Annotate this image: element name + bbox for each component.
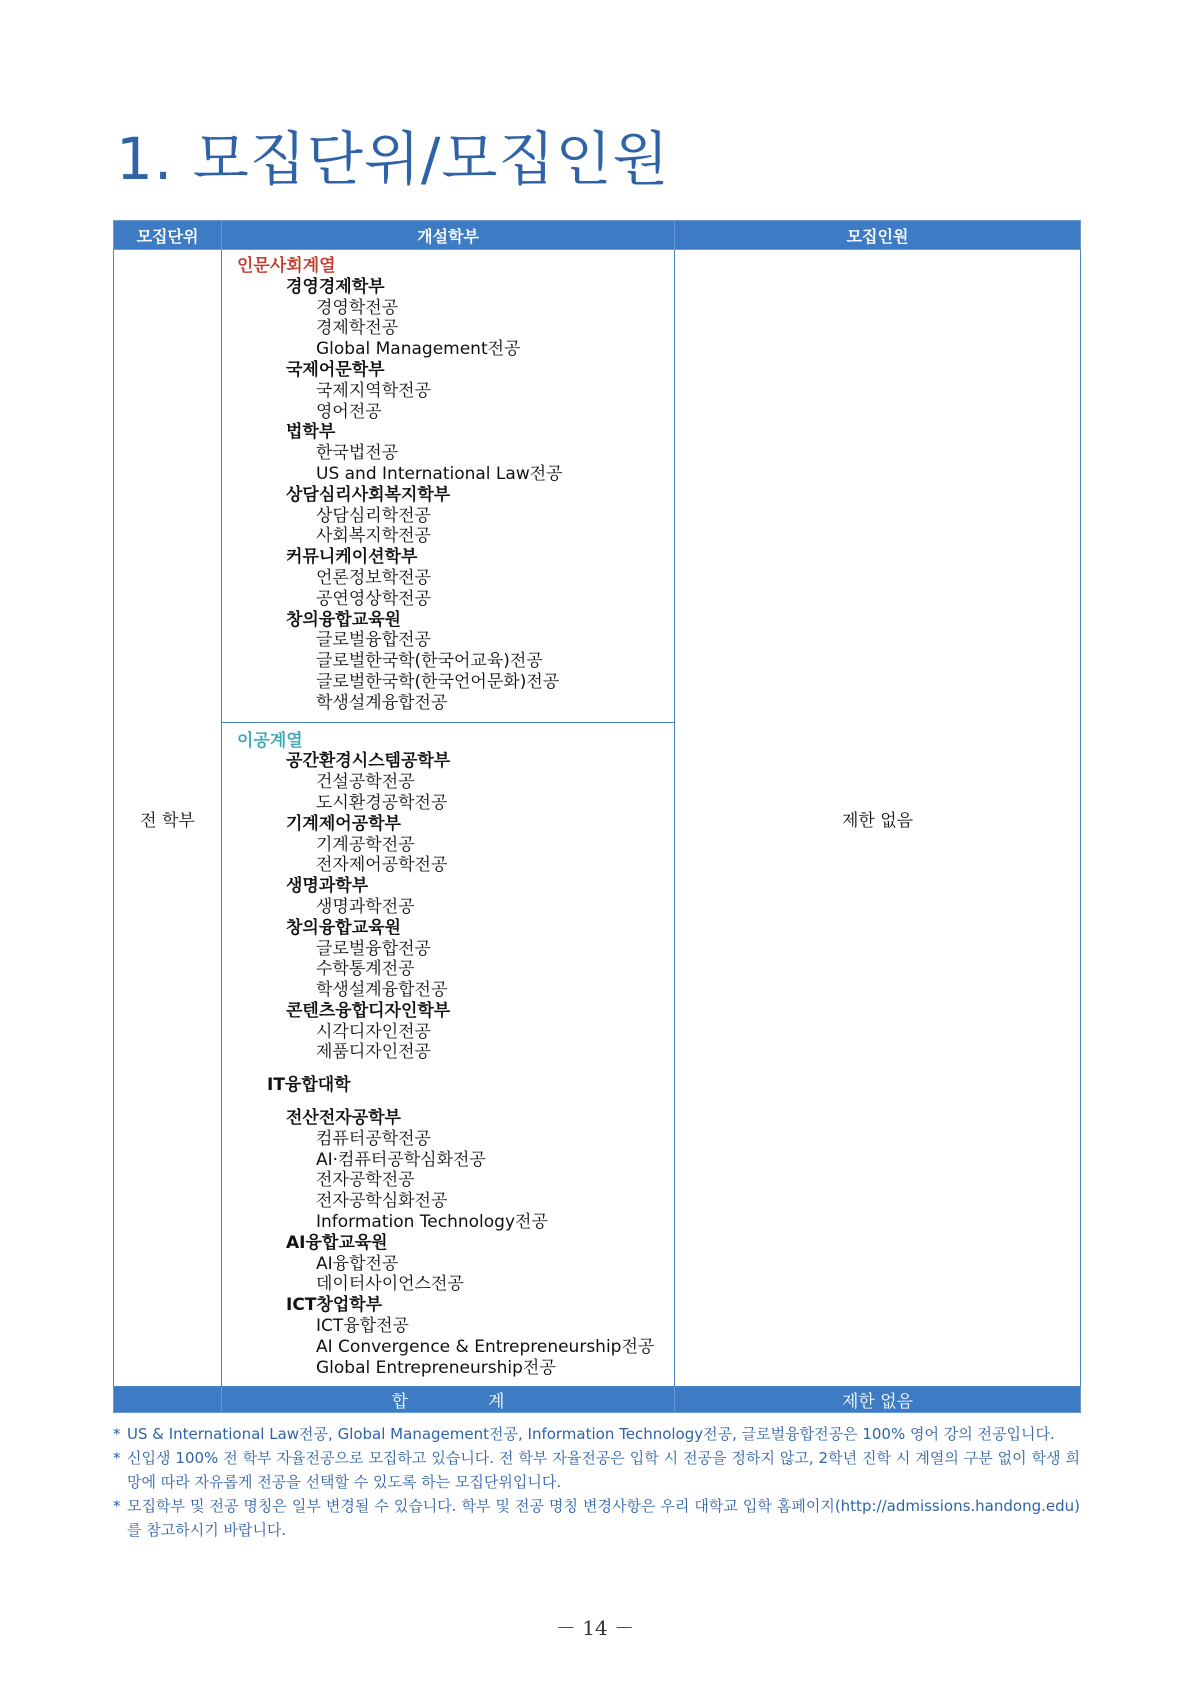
count-cell: 제한 없음 [675, 250, 1081, 1387]
major-name: 사회복지학전공 [316, 526, 431, 547]
department-name: 법학부 [286, 422, 336, 443]
note-mark: * [113, 1449, 121, 1467]
header-unit: 모집단위 [114, 221, 222, 250]
science-section [222, 722, 674, 1387]
major-name: 전자공학심화전공 [316, 1191, 448, 1212]
note-mark: * [113, 1497, 121, 1515]
major-name: 글로벌융합전공 [316, 630, 431, 651]
major-name: 한국법전공 [316, 443, 399, 464]
total-label [222, 1387, 675, 1413]
major-name: 영어전공 [316, 401, 382, 422]
category-humanities: 인문사회계열 [237, 256, 336, 276]
header-count: 모집인원 [675, 221, 1081, 250]
major-name: Global Management전공 [316, 339, 521, 360]
major-name: 제품디자인전공 [316, 1042, 431, 1063]
total-label-text: 합계 [391, 1392, 585, 1413]
major-name: 데이터사이언스전공 [316, 1274, 464, 1295]
major-name: 국제지역학전공 [316, 380, 431, 401]
department-name: AI융합교육원 [286, 1232, 388, 1253]
major-name: 학생설계융합전공 [316, 980, 448, 1001]
major-name: 수학통계전공 [316, 959, 415, 980]
department-cell [222, 250, 675, 1387]
department-name: 공간환경시스템공학부 [286, 751, 451, 772]
note-text: US & International Law전공, Global Management전공, Information Technology전공, 글로벌융합전공은 100% 영어 강의 전공입니다. [127, 1425, 1055, 1443]
major-name: 컴퓨터공학전공 [316, 1128, 431, 1149]
department-name: 창의융합교육원 [286, 917, 401, 938]
major-name: 공연영상학전공 [316, 588, 431, 609]
major-name: AI Convergence & Entrepreneurship전공 [316, 1336, 655, 1357]
major-name: 시각디자인전공 [316, 1021, 431, 1042]
category-science: 이공계열 [237, 730, 303, 751]
note-text: 모집학부 및 전공 명칭은 일부 변경될 수 있습니다. 학부 및 전공 명칭 변경사항은 우리 대학교 입학 홈페이지(http://admissions.handong.edu)를 참고하시기 바랍니다. [127, 1497, 1080, 1539]
major-name: 학생설계융합전공 [316, 692, 448, 713]
department-name: 기계제어공학부 [286, 813, 401, 834]
major-name: Information Technology전공 [316, 1212, 548, 1233]
department-name: 창의융합교육원 [286, 609, 401, 630]
major-name: 경제학전공 [316, 318, 399, 339]
college-name: IT융합대학 [267, 1075, 351, 1096]
note-item [113, 1494, 1080, 1542]
major-name: US and International Law전공 [316, 463, 563, 484]
major-name: AI융합전공 [316, 1253, 399, 1274]
department-name: ICT창업학부 [286, 1295, 383, 1316]
major-name: 건설공학전공 [316, 772, 415, 793]
header-department: 개설학부 [222, 221, 675, 250]
table-header-row [114, 221, 1081, 250]
major-name: 경영학전공 [316, 297, 399, 318]
page-number: － 14 － [555, 1616, 635, 1640]
recruitment-table [113, 220, 1081, 1413]
major-name: 생명과학전공 [316, 896, 415, 917]
department-name: 콘텐츠융합디자인학부 [286, 1000, 451, 1021]
major-name: Global Entrepreneurship전공 [316, 1357, 556, 1378]
major-name: 전자공학전공 [316, 1170, 415, 1191]
major-name: 전자제어공학전공 [316, 855, 448, 876]
department-name: 경영경제학부 [286, 276, 385, 297]
major-name: ICT융합전공 [316, 1316, 409, 1337]
humanities-section [222, 250, 674, 722]
major-name: 기계공학전공 [316, 834, 415, 855]
unit-cell: 전 학부 [114, 250, 222, 1387]
major-name: 언론정보학전공 [316, 567, 431, 588]
note-item [113, 1446, 1080, 1494]
total-value: 제한 없음 [675, 1387, 1081, 1413]
table-body-row [114, 250, 1081, 1387]
major-name: AI·컴퓨터공학심화전공 [316, 1149, 486, 1170]
note-item [113, 1422, 1080, 1446]
department-name: 국제어문학부 [286, 359, 385, 380]
department-name: 전산전자공학부 [286, 1108, 401, 1129]
total-row [114, 1387, 1081, 1413]
major-name: 상담심리학전공 [316, 505, 431, 526]
major-name: 도시환경공학전공 [316, 792, 448, 813]
department-name: 상담심리사회복지학부 [286, 484, 451, 505]
department-name: 커뮤니케이션학부 [286, 547, 418, 568]
major-name: 글로벌한국학(한국어교육)전공 [316, 651, 543, 672]
total-empty-cell [114, 1387, 222, 1413]
major-name: 글로벌융합전공 [316, 938, 431, 959]
note-text: 신입생 100% 전 학부 자율전공으로 모집하고 있습니다. 전 학부 자율전공은 입학 시 전공을 정하지 않고, 2학년 진학 시 계열의 구분 없이 학생 희망에 따라 자유롭게 전공을 선택할 수 있도록 하는 모집단위입니다. [127, 1449, 1080, 1491]
notes [113, 1422, 1080, 1542]
page-title: 1. 모집단위/모집인원 [116, 125, 670, 193]
note-mark: * [113, 1425, 121, 1443]
department-name: 생명과학부 [286, 876, 369, 897]
major-name: 글로벌한국학(한국언어문화)전공 [316, 671, 560, 692]
